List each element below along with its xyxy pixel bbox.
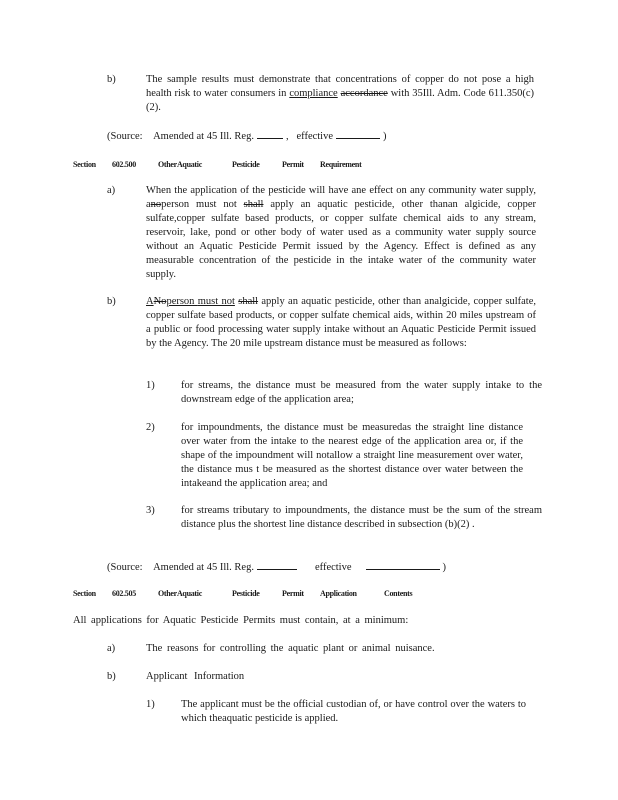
section-title-word: Permit	[282, 589, 304, 598]
paragraph-a-reasons: The reasons for controlling the aquatic plant or animal nuisance.	[146, 643, 435, 654]
paragraph-b-applicant: Applicant Information	[146, 671, 245, 682]
blank-line	[366, 559, 440, 570]
deleted-text: shall	[243, 199, 264, 210]
item-marker: a)	[107, 185, 116, 196]
sub-item-tributary: for streams tributary to impoundments, the distance must be the sum of the stream distance plus the shortest line distance described in subsection (b)(2) .	[181, 505, 542, 530]
section-title-word: Pesticide	[232, 589, 260, 598]
paragraph-text: person	[166, 296, 198, 307]
sub-item-impoundments: for impoundments, the distance must be measuredas the straight line distance over water from the intake to the nearest edge of the application area or, if the shape of the impoundment will notallow a straight line measurement over water, the distance mus t be measured as the shortest distance over water between the intakeand the application area; and	[181, 422, 523, 489]
sub-item-marker: 1)	[146, 699, 155, 710]
source-amended: Amended at 45 Ill. Reg.	[153, 562, 254, 573]
section-title-word: Requirement	[320, 160, 362, 169]
paragraph-text: person must not	[161, 199, 244, 210]
section-number: 602.500	[112, 160, 136, 169]
section-title-word: Pesticide	[232, 160, 260, 169]
section-title-word: Permit	[282, 160, 304, 169]
item-marker: a)	[107, 643, 116, 654]
section-label: Section	[73, 589, 96, 598]
sub-item-marker: 2)	[146, 422, 155, 433]
paragraph-b-upstream	[146, 295, 536, 351]
section-title-word: OtherAquatic	[158, 589, 202, 598]
paragraph-a-application	[146, 184, 536, 282]
item-marker: b)	[107, 671, 116, 682]
source-close: )	[442, 562, 447, 573]
source-note	[107, 128, 387, 144]
sub-item-custodian: The applicant must be the official custodian of, or have control over the waters to which theaquatic pesticide is applied.	[181, 699, 526, 724]
source-comma: ,	[285, 131, 289, 142]
paragraph-text: apply an aquatic pesticide, other thanan algicide, copper sulfate,copper sulfate based products, or copper sulfate chemical aids to any stream, reservoir, lake, pond or other body of water used as a community water supply source without an Aquatic Pesticide Permit issued by the Agency. Effect is defined as any measurable concentration of the pesticide in the intake water of the community water supply.	[146, 199, 536, 280]
paragraph-text: apply an aquatic pesticide, other than analgicide, copper sulfate, copper sulfate based products, or copper sulfate chemical aids, within 20 miles upstream of a public or food processing water supply intake without an Aquatic Pesticide Permit issued by the Agency. The 20 mile upstream distance must be measured as follows:	[146, 296, 537, 349]
sub-item-marker: 1)	[146, 380, 155, 391]
source-amended: Amended at 45 Ill. Reg.	[153, 131, 254, 142]
deleted-text: no	[150, 199, 162, 210]
source-note	[107, 559, 446, 575]
source-close: )	[383, 131, 387, 142]
source-effective: effective	[296, 131, 334, 142]
source-effective: effective	[314, 562, 352, 573]
paragraph-text: The sample results must demonstrate that concentrations of copper do not pose a high health risk to water consumers in	[146, 74, 534, 99]
inserted-text: A	[146, 296, 154, 307]
section-intro: All applications for Aquatic Pesticide Permits must contain, at a minimum:	[73, 615, 409, 626]
inserted-text: must not	[197, 296, 235, 307]
section-title-word: Contents	[384, 589, 413, 598]
item-marker: b)	[107, 296, 116, 307]
item-marker: b)	[107, 74, 116, 85]
blank-line	[257, 559, 297, 570]
source-label: (Source:	[107, 131, 143, 142]
paragraph-b-sample-results	[146, 73, 534, 115]
section-label: Section	[73, 160, 96, 169]
section-heading-602-505	[0, 587, 618, 601]
blank-line	[257, 128, 283, 139]
deleted-text: shall	[238, 296, 259, 307]
paragraph-text: When the application of the pesticide will have ane effect on any community water supply, a	[146, 185, 536, 210]
section-number: 602.505	[112, 589, 136, 598]
section-heading-602-500	[0, 158, 618, 172]
sub-item-streams: for streams, the distance must be measured from the water supply intake to the downstream edge of the application area;	[181, 380, 542, 405]
paragraph-text: with 35Ill. Adm. Code 611.350(c)(2).	[146, 88, 534, 113]
deleted-text: accordance	[340, 88, 388, 99]
sub-item-marker: 3)	[146, 505, 155, 516]
inserted-text: compliance	[289, 88, 338, 99]
blank-line	[336, 128, 380, 139]
source-label: (Source:	[107, 562, 143, 573]
section-title-word: OtherAquatic	[158, 160, 202, 169]
section-title-word: Application	[320, 589, 357, 598]
deleted-text: No	[153, 296, 167, 307]
